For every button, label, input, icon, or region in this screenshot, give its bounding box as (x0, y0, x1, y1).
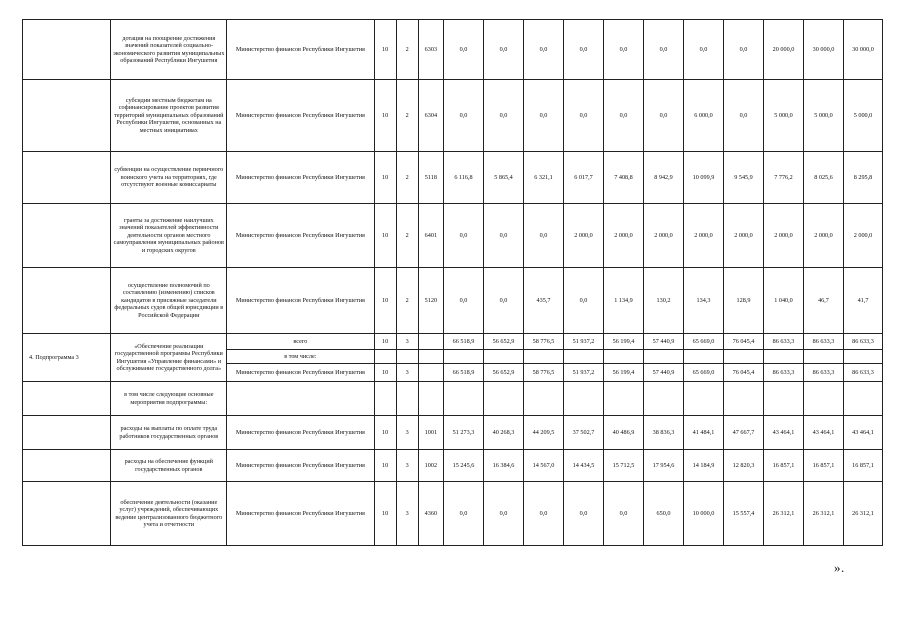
rz-cell: 10 (374, 334, 396, 350)
table-row (23, 268, 883, 334)
value-cell: 30 000,0 (803, 20, 843, 80)
pr-cell: 3 (396, 482, 418, 546)
cs-cell: 6303 (418, 20, 443, 80)
value-cell: 0,0 (603, 20, 643, 80)
value-cell: 47 667,7 (723, 416, 763, 450)
value-cell: 0,0 (523, 482, 563, 546)
rz-cell: 10 (374, 450, 396, 482)
empty-cell (803, 382, 843, 416)
program-cell (23, 450, 111, 482)
value-cell: 10 000,0 (683, 482, 723, 546)
org-name: Министерство финансов Республики Ингушетия (227, 416, 374, 450)
value-cell: 0,0 (443, 20, 483, 80)
value-cell: 43 464,1 (803, 416, 843, 450)
value-cell: 16 384,6 (483, 450, 523, 482)
event-name: дотация на поощрение достижения значений показателей социально-экономического развития муниципальных образований Республики Ингушетия (111, 20, 227, 80)
org-name: Министерство финансов Республики Ингушетия (227, 152, 374, 204)
value-cell: 5 000,0 (763, 80, 803, 152)
value-cell: 0,0 (483, 268, 523, 334)
value-cell: 2 000,0 (763, 204, 803, 268)
pr-cell: 2 (396, 80, 418, 152)
value-cell: 0,0 (563, 268, 603, 334)
value-cell: 30 000,0 (843, 20, 882, 80)
event-name: субвенции на осуществление первичного воинского учета на территориях, где отсутствуют военные комиссариаты (111, 152, 227, 204)
value-cell: 86 633,3 (843, 334, 882, 350)
value-cell: 0,0 (603, 482, 643, 546)
value-cell: 86 633,3 (763, 334, 803, 350)
value-cell: 15 245,6 (443, 450, 483, 482)
value-cell: 20 000,0 (763, 20, 803, 80)
event-name: субсидии местным бюджетам на софинансирование проектов развития территорий муниципальных образований Республики Ингушетия, основанных на местных инициативах (111, 80, 227, 152)
empty-cell (396, 350, 418, 364)
value-cell: 76 045,4 (723, 364, 763, 382)
value-cell: 2 000,0 (563, 204, 603, 268)
value-cell: 86 633,3 (763, 364, 803, 382)
value-cell: 2 000,0 (643, 204, 683, 268)
empty-cell (603, 382, 643, 416)
empty-cell (563, 382, 603, 416)
total-label: всего (227, 334, 374, 350)
value-cell: 0,0 (443, 268, 483, 334)
pr-cell: 3 (396, 416, 418, 450)
empty-cell (418, 350, 443, 364)
value-cell: 0,0 (483, 80, 523, 152)
value-cell: 0,0 (523, 20, 563, 80)
table-row (23, 334, 883, 350)
rz-cell: 10 (374, 204, 396, 268)
value-cell: 56 652,9 (483, 364, 523, 382)
org-name: Министерство финансов Республики Ингушетия (227, 364, 374, 382)
program-cell (23, 80, 111, 152)
value-cell: 0,0 (723, 20, 763, 80)
empty-cell (227, 382, 374, 416)
pr-cell: 3 (396, 334, 418, 350)
empty-cell (483, 350, 523, 364)
subprogram-name: «Обеспечение реализации государственной программы Республики Ингушетия «Управление финансами» и обслуживание государственного долга» (111, 334, 227, 382)
event-name: гранты за достижение наилучших значений показателей эффективности деятельности органов местного самоуправления муниципальных районов и городских округов (111, 204, 227, 268)
value-cell: 14 434,5 (563, 450, 603, 482)
value-cell: 58 776,5 (523, 364, 563, 382)
org-name: Министерство финансов Республики Ингушетия (227, 482, 374, 546)
value-cell: 1 040,0 (763, 268, 803, 334)
cs-cell: 6401 (418, 204, 443, 268)
value-cell: 16 857,1 (843, 450, 882, 482)
value-cell: 51 273,3 (443, 416, 483, 450)
value-cell: 128,9 (723, 268, 763, 334)
value-cell: 14 567,0 (523, 450, 563, 482)
rz-cell: 10 (374, 268, 396, 334)
table-row (23, 20, 883, 80)
value-cell: 43 464,1 (843, 416, 882, 450)
empty-cell (643, 350, 683, 364)
pr-cell: 2 (396, 152, 418, 204)
value-cell: 26 312,1 (763, 482, 803, 546)
value-cell: 76 045,4 (723, 334, 763, 350)
rz-cell: 10 (374, 20, 396, 80)
value-cell: 16 857,1 (803, 450, 843, 482)
value-cell: 38 836,3 (643, 416, 683, 450)
empty-cell (843, 382, 882, 416)
value-cell: 37 502,7 (563, 416, 603, 450)
value-cell: 6 116,8 (443, 152, 483, 204)
event-name: обеспечение деятельности (оказание услуг) учреждений, обеспечивающих ведение централизованного бюджетного учета и отчетности (111, 482, 227, 546)
value-cell: 65 669,0 (683, 364, 723, 382)
org-name: Министерство финансов Республики Ингушетия (227, 80, 374, 152)
value-cell: 14 184,9 (683, 450, 723, 482)
value-cell: 57 440,9 (643, 334, 683, 350)
value-cell: 86 633,3 (803, 364, 843, 382)
value-cell: 0,0 (603, 80, 643, 152)
value-cell: 41,7 (843, 268, 882, 334)
event-name: осуществление полномочий по составлению (изменению) списков кандидатов в присяжные заседатели федеральных судов общей юрисдикции в Российской Федерации (111, 268, 227, 334)
empty-cell (523, 350, 563, 364)
value-cell: 0,0 (483, 204, 523, 268)
table-row (23, 204, 883, 268)
empty-cell (563, 350, 603, 364)
value-cell: 0,0 (683, 20, 723, 80)
rz-cell: 10 (374, 416, 396, 450)
table-row (23, 482, 883, 546)
value-cell: 26 312,1 (843, 482, 882, 546)
program-cell (23, 268, 111, 334)
program-cell (23, 152, 111, 204)
rz-cell: 10 (374, 364, 396, 382)
value-cell: 58 776,5 (523, 334, 563, 350)
empty-cell (763, 350, 803, 364)
value-cell: 7 776,2 (763, 152, 803, 204)
value-cell: 2 000,0 (603, 204, 643, 268)
value-cell: 2 000,0 (803, 204, 843, 268)
org-name: Министерство финансов Республики Ингушетия (227, 450, 374, 482)
value-cell: 6 017,7 (563, 152, 603, 204)
empty-cell (396, 382, 418, 416)
empty-cell (418, 382, 443, 416)
value-cell: 56 199,4 (603, 364, 643, 382)
value-cell: 8 295,8 (843, 152, 882, 204)
value-cell: 12 820,3 (723, 450, 763, 482)
value-cell: 650,0 (643, 482, 683, 546)
value-cell: 26 312,1 (803, 482, 843, 546)
value-cell: 134,3 (683, 268, 723, 334)
cs-cell: 5120 (418, 268, 443, 334)
empty-cell (763, 382, 803, 416)
value-cell: 5 000,0 (803, 80, 843, 152)
cs-cell: 6304 (418, 80, 443, 152)
value-cell: 51 937,2 (563, 334, 603, 350)
empty-cell (443, 350, 483, 364)
empty-cell (374, 382, 396, 416)
value-cell: 2 000,0 (683, 204, 723, 268)
value-cell: 0,0 (483, 20, 523, 80)
program-cell (23, 482, 111, 546)
pr-cell: 2 (396, 20, 418, 80)
value-cell: 435,7 (523, 268, 563, 334)
value-cell: 15 557,4 (723, 482, 763, 546)
incl-label: в том числе: (227, 350, 374, 364)
value-cell: 8 942,9 (643, 152, 683, 204)
table-row (23, 382, 883, 416)
empty-cell (523, 382, 563, 416)
value-cell: 0,0 (563, 80, 603, 152)
empty-cell (723, 350, 763, 364)
cs-cell: 1001 (418, 416, 443, 450)
value-cell: 86 633,3 (803, 334, 843, 350)
value-cell: 130,2 (643, 268, 683, 334)
value-cell: 46,7 (803, 268, 843, 334)
pr-cell: 3 (396, 364, 418, 382)
cs-cell (418, 334, 443, 350)
value-cell: 56 652,9 (483, 334, 523, 350)
pr-cell: 2 (396, 204, 418, 268)
event-name: расходы на выплаты по оплате труда работников государственных органов (111, 416, 227, 450)
value-cell: 0,0 (643, 80, 683, 152)
rz-cell: 10 (374, 482, 396, 546)
value-cell: 66 518,9 (443, 334, 483, 350)
value-cell: 7 408,8 (603, 152, 643, 204)
table-row (23, 450, 883, 482)
value-cell: 0,0 (443, 482, 483, 546)
value-cell: 0,0 (643, 20, 683, 80)
program-cell (23, 20, 111, 80)
org-name: Министерство финансов Республики Ингушетия (227, 204, 374, 268)
table-row (23, 80, 883, 152)
value-cell: 10 099,9 (683, 152, 723, 204)
value-cell: 5 000,0 (843, 80, 882, 152)
budget-table (22, 19, 883, 546)
empty-cell (843, 350, 882, 364)
empty-cell (643, 382, 683, 416)
value-cell: 17 954,6 (643, 450, 683, 482)
empty-cell (443, 382, 483, 416)
closing-quote: ». (834, 560, 845, 575)
value-cell: 0,0 (563, 20, 603, 80)
cs-cell: 4360 (418, 482, 443, 546)
program-cell (23, 204, 111, 268)
table-body (23, 20, 883, 546)
value-cell: 16 857,1 (763, 450, 803, 482)
value-cell: 0,0 (523, 204, 563, 268)
cs-cell: 1002 (418, 450, 443, 482)
value-cell: 51 937,2 (563, 364, 603, 382)
event-name: расходы на обеспечение функций государственных органов (111, 450, 227, 482)
value-cell: 1 134,9 (603, 268, 643, 334)
value-cell: 0,0 (483, 482, 523, 546)
value-cell: 40 486,9 (603, 416, 643, 450)
value-cell: 86 633,3 (843, 364, 882, 382)
value-cell: 0,0 (563, 482, 603, 546)
value-cell: 66 518,9 (443, 364, 483, 382)
empty-cell (374, 350, 396, 364)
rz-cell: 10 (374, 152, 396, 204)
value-cell: 0,0 (443, 204, 483, 268)
rz-cell: 10 (374, 80, 396, 152)
value-cell: 40 268,3 (483, 416, 523, 450)
value-cell: 0,0 (723, 80, 763, 152)
value-cell: 41 484,1 (683, 416, 723, 450)
value-cell: 43 464,1 (763, 416, 803, 450)
value-cell: 8 025,6 (803, 152, 843, 204)
value-cell: 6 000,0 (683, 80, 723, 152)
value-cell: 44 209,5 (523, 416, 563, 450)
table-row (23, 152, 883, 204)
value-cell: 0,0 (523, 80, 563, 152)
value-cell: 5 865,4 (483, 152, 523, 204)
value-cell: 9 545,9 (723, 152, 763, 204)
empty-cell (683, 350, 723, 364)
cs-cell: 5118 (418, 152, 443, 204)
subprogram-label: 4. Подпрограмма 3 (23, 334, 111, 382)
value-cell: 0,0 (443, 80, 483, 152)
value-cell: 15 712,5 (603, 450, 643, 482)
empty-cell (483, 382, 523, 416)
org-name: Министерство финансов Республики Ингушетия (227, 20, 374, 80)
empty-cell (803, 350, 843, 364)
pr-cell: 3 (396, 450, 418, 482)
value-cell: 65 669,0 (683, 334, 723, 350)
empty-cell (723, 382, 763, 416)
value-cell: 2 000,0 (723, 204, 763, 268)
value-cell: 2 000,0 (843, 204, 882, 268)
value-cell: 6 321,1 (523, 152, 563, 204)
empty-cell (683, 382, 723, 416)
value-cell: 57 440,9 (643, 364, 683, 382)
pr-cell: 2 (396, 268, 418, 334)
value-cell: 56 199,4 (603, 334, 643, 350)
table-row (23, 416, 883, 450)
program-cell (23, 382, 111, 416)
empty-cell (603, 350, 643, 364)
cs-cell (418, 364, 443, 382)
main-events-label: в том числе следующие основные мероприятия подпрограммы: (111, 382, 227, 416)
program-cell (23, 416, 111, 450)
org-name: Министерство финансов Республики Ингушетия (227, 268, 374, 334)
